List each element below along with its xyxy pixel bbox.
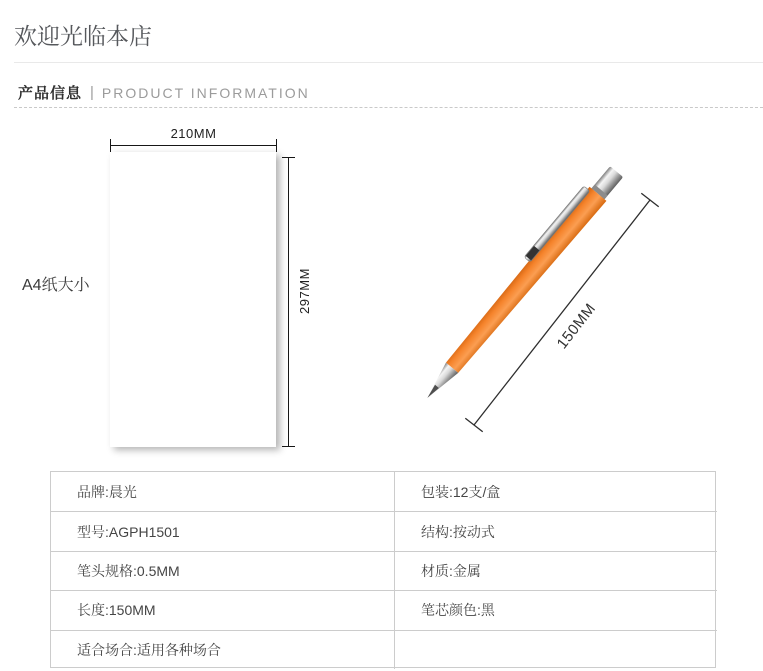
paper-height-dimension-line [288, 158, 289, 447]
spec-row-empty [394, 630, 717, 669]
spec-separator: : [105, 602, 109, 619]
spec-separator: : [105, 523, 109, 540]
a4-paper-diagram [110, 152, 276, 447]
spec-row-tip-size [51, 551, 394, 590]
header-divider [14, 62, 763, 63]
spec-row-length [51, 590, 394, 629]
spec-label: 笔头规格 [77, 562, 133, 579]
pen-tip-cone [421, 363, 458, 403]
store-welcome-title: 欢迎光临本店 [14, 23, 152, 49]
pen-body [415, 161, 625, 404]
spec-row-material [394, 551, 717, 590]
section-title-en: PRODUCT INFORMATION [101, 84, 310, 101]
spec-value: 适用各种场合 [136, 641, 221, 658]
section-header [18, 82, 310, 103]
spec-row-occasion [51, 630, 394, 669]
spec-label: 笔芯颜色 [421, 602, 477, 619]
spec-row-ink-color [394, 590, 717, 629]
spec-row-model [51, 511, 394, 550]
spec-value: 150MM [108, 602, 156, 619]
spec-value: 0.5MM [136, 562, 180, 579]
spec-value: 按动式 [452, 523, 495, 540]
spec-row-brand [51, 472, 394, 511]
spec-label: 适合场合 [77, 641, 133, 658]
spec-separator: : [105, 483, 109, 500]
paper-width-dimension-line [110, 145, 277, 146]
spec-row-packaging [394, 472, 717, 511]
spec-label: 包装 [421, 483, 449, 500]
pen-length-tick-top [641, 193, 658, 207]
spec-separator: : [133, 562, 137, 579]
spec-separator: : [133, 641, 137, 658]
spec-label: 结构 [421, 523, 449, 540]
section-divider-dashed [14, 107, 763, 108]
spec-value: AGPH1501 [108, 523, 180, 540]
spec-value: 12支/盒 [452, 483, 501, 500]
spec-row-mechanism [394, 511, 717, 550]
spec-label: 材质 [421, 562, 449, 579]
spec-table [50, 471, 716, 668]
spec-label: 长度 [77, 602, 105, 619]
a4-size-label: A4纸大小 [22, 277, 90, 294]
paper-height-tick-bottom [282, 446, 295, 447]
paper-width-label: 210MM [170, 126, 217, 141]
section-title-cn: 产品信息 [18, 85, 83, 102]
paper-height-tick-top [282, 157, 295, 158]
spec-label: 品牌 [77, 483, 105, 500]
spec-separator: : [449, 523, 453, 540]
spec-separator: : [449, 483, 453, 500]
section-title-separator: | [90, 84, 94, 101]
pen-length-label: 150MM [553, 300, 600, 353]
spec-separator: : [449, 562, 453, 579]
spec-separator: : [477, 602, 481, 619]
spec-label: 型号 [77, 523, 105, 540]
pen-tip-nib [425, 385, 438, 400]
pen-length-tick-bottom [465, 418, 482, 432]
pen-product-image [380, 140, 690, 460]
spec-value: 金属 [452, 562, 481, 579]
spec-value: 黑 [480, 602, 495, 619]
paper-height-label: 297MM [297, 268, 312, 314]
pen-barrel [444, 187, 607, 375]
spec-value: 晨光 [108, 483, 137, 500]
